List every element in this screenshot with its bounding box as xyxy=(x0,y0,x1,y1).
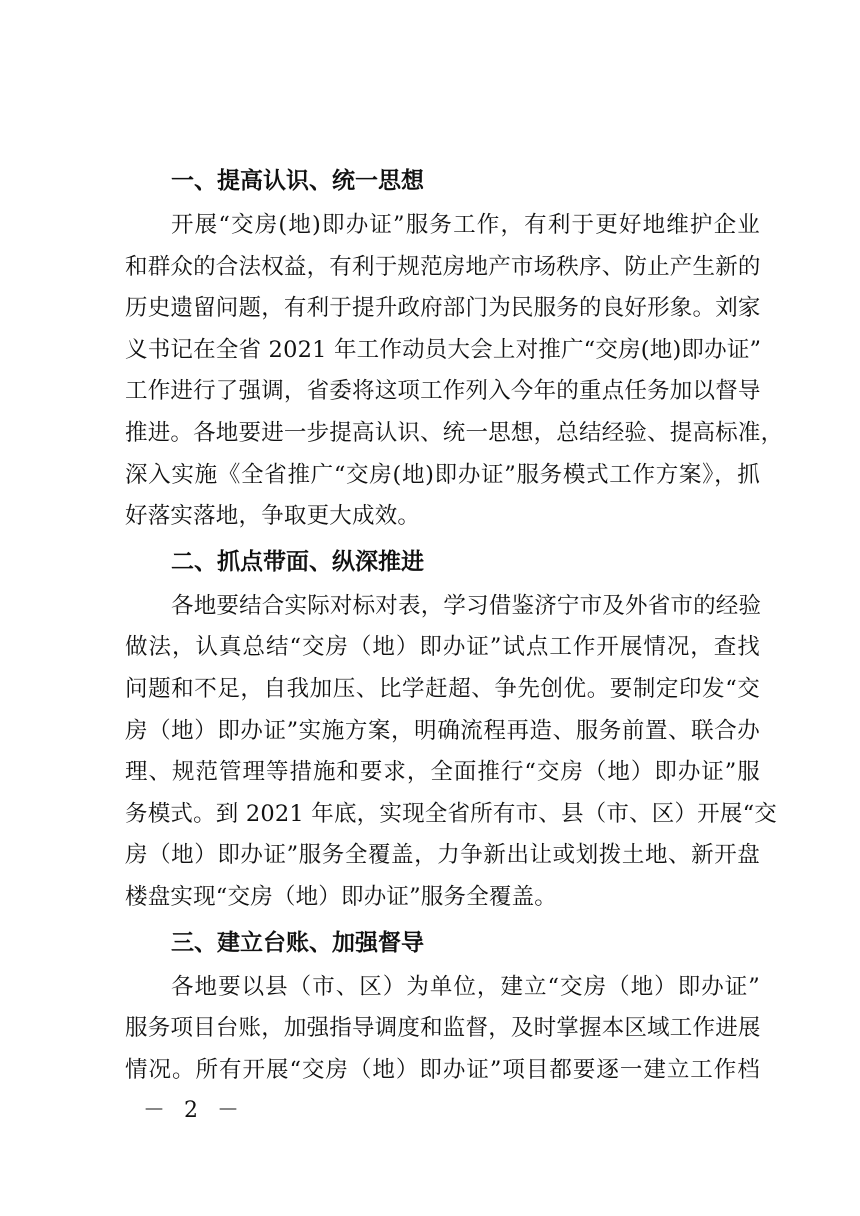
text-line: 理、规范管理等措施和要求，全面推行“交房（地）即办证”服 xyxy=(125,759,760,786)
text-line: 做法，认真总结“交房（地）即办证”试点工作开展情况，查找 xyxy=(125,634,760,661)
text-line: 开展“交房(地)即办证”服务工作，有利于更好地维护企业 xyxy=(171,212,760,238)
paragraph xyxy=(125,967,760,1092)
section-1 xyxy=(125,157,784,538)
section-2 xyxy=(125,538,777,919)
paragraph xyxy=(125,586,777,919)
text-line: 推进。各地要进一步提高认识、统一思想，总结经验、提高标准， xyxy=(125,419,784,446)
text-line: 问题和不足，自我加压、比学赶超、争先创优。要制定印发“交 xyxy=(125,675,760,702)
text-line: 和群众的合法权益，有利于规范房地产市场秩序、防止产生新的 xyxy=(125,253,761,280)
text-line: 服务项目台账，加强指导调度和监督，及时掌握本区域工作进展 xyxy=(125,1015,761,1042)
page-number: － 2 － xyxy=(143,1098,245,1123)
text-line: 义书记在全省 2021 年工作动员大会上对推广“交房(地)即办证” xyxy=(125,336,762,363)
text-line: 房（地）即办证”服务全覆盖，力争新出让或划拨土地、新开盘 xyxy=(125,842,760,869)
section-3 xyxy=(125,919,760,1092)
text-line: 好落实落地，争取更大成效。 xyxy=(125,503,421,530)
text-line: 各地要结合实际对标对表，学习借鉴济宁市及外省市的经验 xyxy=(171,592,762,619)
text-line: 工作进行了强调，省委将这项工作列入今年的重点任务加以督导 xyxy=(125,378,761,405)
section-heading: 二、抓点带面、纵深推进 xyxy=(171,548,424,575)
paragraph xyxy=(125,205,784,538)
section-heading: 三、建立台账、加强督导 xyxy=(171,929,424,956)
text-line: 深入实施《全省推广“交房(地)即办证”服务模式工作方案》，抓 xyxy=(125,461,760,488)
section-heading: 一、提高认识、统一思想 xyxy=(171,168,424,194)
text-line: 各地要以县（市、区）为单位，建立“交房（地）即办证” xyxy=(171,973,760,1000)
text-line: 情况。所有开展“交房（地）即办证”项目都要逐一建立工作档 xyxy=(125,1056,760,1083)
text-line: 楼盘实现“交房（地）即办证”服务全覆盖。 xyxy=(125,883,558,910)
text-line: 务模式。到 2021 年底，实现全省所有市、县（市、区）开展“交 xyxy=(125,800,777,827)
text-line: 历史遗留问题，有利于提升政府部门为民服务的良好形象。刘家 xyxy=(125,295,761,322)
document-body xyxy=(125,157,784,1091)
text-line: 房（地）即办证”实施方案，明确流程再造、服务前置、联合办 xyxy=(125,717,760,744)
